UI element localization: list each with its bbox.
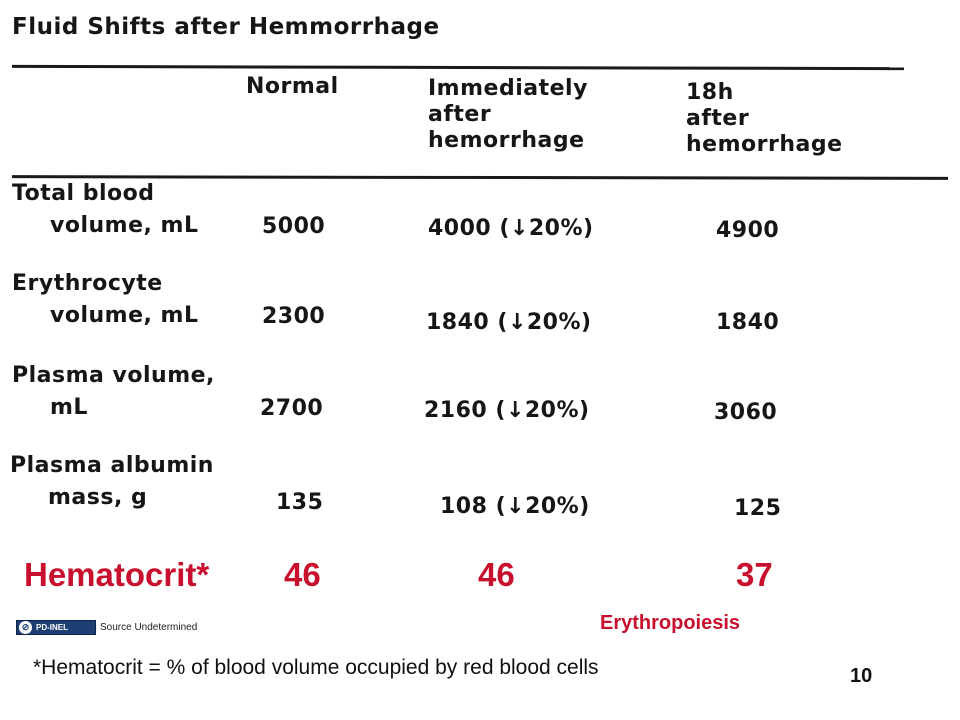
column-header-normal: Normal: [246, 74, 339, 99]
public-domain-icon: ⊘: [19, 621, 32, 634]
footnote: *Hematocrit = % of blood volume occupied by red blood cells: [33, 656, 599, 679]
value-immediate-erythrocyte: 1840 (↓20%): [426, 310, 592, 335]
license-badge: [16, 620, 197, 635]
row-label-plasma-volume: [12, 360, 215, 424]
row-label-line2: volume, mL: [50, 303, 199, 328]
value-18h-albumin: 125: [734, 496, 782, 521]
row-label-total-blood-volume: [12, 178, 198, 242]
value-immediate-plasma-volume: 2160 (↓20%): [424, 398, 590, 423]
erythropoiesis-note: Erythropoiesis: [600, 612, 741, 634]
row-label-line1: Plasma volume,: [12, 363, 215, 388]
column-header-18h: [686, 80, 843, 158]
value-immediate-total-blood: 4000 (↓20%): [428, 216, 594, 241]
value-18h-erythrocyte: 1840: [716, 310, 780, 335]
badge-text: PD-INEL: [36, 623, 68, 632]
value-normal-plasma-volume: 2700: [260, 396, 324, 421]
hematocrit-immediate: 46: [478, 556, 515, 593]
page-number: 10: [850, 665, 873, 687]
source-attribution: Source Undetermined: [100, 622, 198, 633]
row-label-erythrocyte-volume: [12, 268, 198, 332]
value-18h-total-blood: 4900: [716, 218, 780, 243]
column-header-immediate: [428, 76, 588, 154]
value-normal-total-blood: 5000: [262, 214, 326, 239]
row-label-line1: Plasma albumin: [10, 453, 214, 478]
column-header-18h-line2: after: [686, 106, 750, 131]
top-divider: [12, 65, 904, 70]
value-normal-erythrocyte: 2300: [262, 304, 326, 329]
value-immediate-albumin: 108 (↓20%): [440, 494, 590, 519]
hematocrit-normal: 46: [284, 556, 321, 593]
row-label-line1: Erythrocyte: [12, 271, 163, 296]
row-label-line2: mass, g: [48, 485, 148, 510]
column-header-immediate-line3: hemorrhage: [428, 128, 585, 153]
hematocrit-18h: 37: [736, 556, 773, 593]
value-normal-albumin: 135: [276, 490, 324, 515]
column-header-immediate-line2: after: [428, 102, 492, 127]
row-label-line2: volume, mL: [50, 213, 199, 238]
row-label-plasma-albumin-mass: [10, 450, 214, 514]
column-header-18h-line3: hemorrhage: [686, 132, 843, 157]
hematocrit-label: Hematocrit*: [24, 556, 210, 593]
value-18h-plasma-volume: 3060: [714, 400, 778, 425]
row-label-line2: mL: [50, 395, 88, 420]
column-header-immediate-line1: Immediately: [428, 76, 588, 101]
slide-title: Fluid Shifts after Hemmorrhage: [12, 14, 440, 40]
pd-inel-badge: [16, 620, 96, 635]
column-header-18h-line1: 18h: [686, 80, 734, 105]
row-label-line1: Total blood: [12, 181, 155, 206]
